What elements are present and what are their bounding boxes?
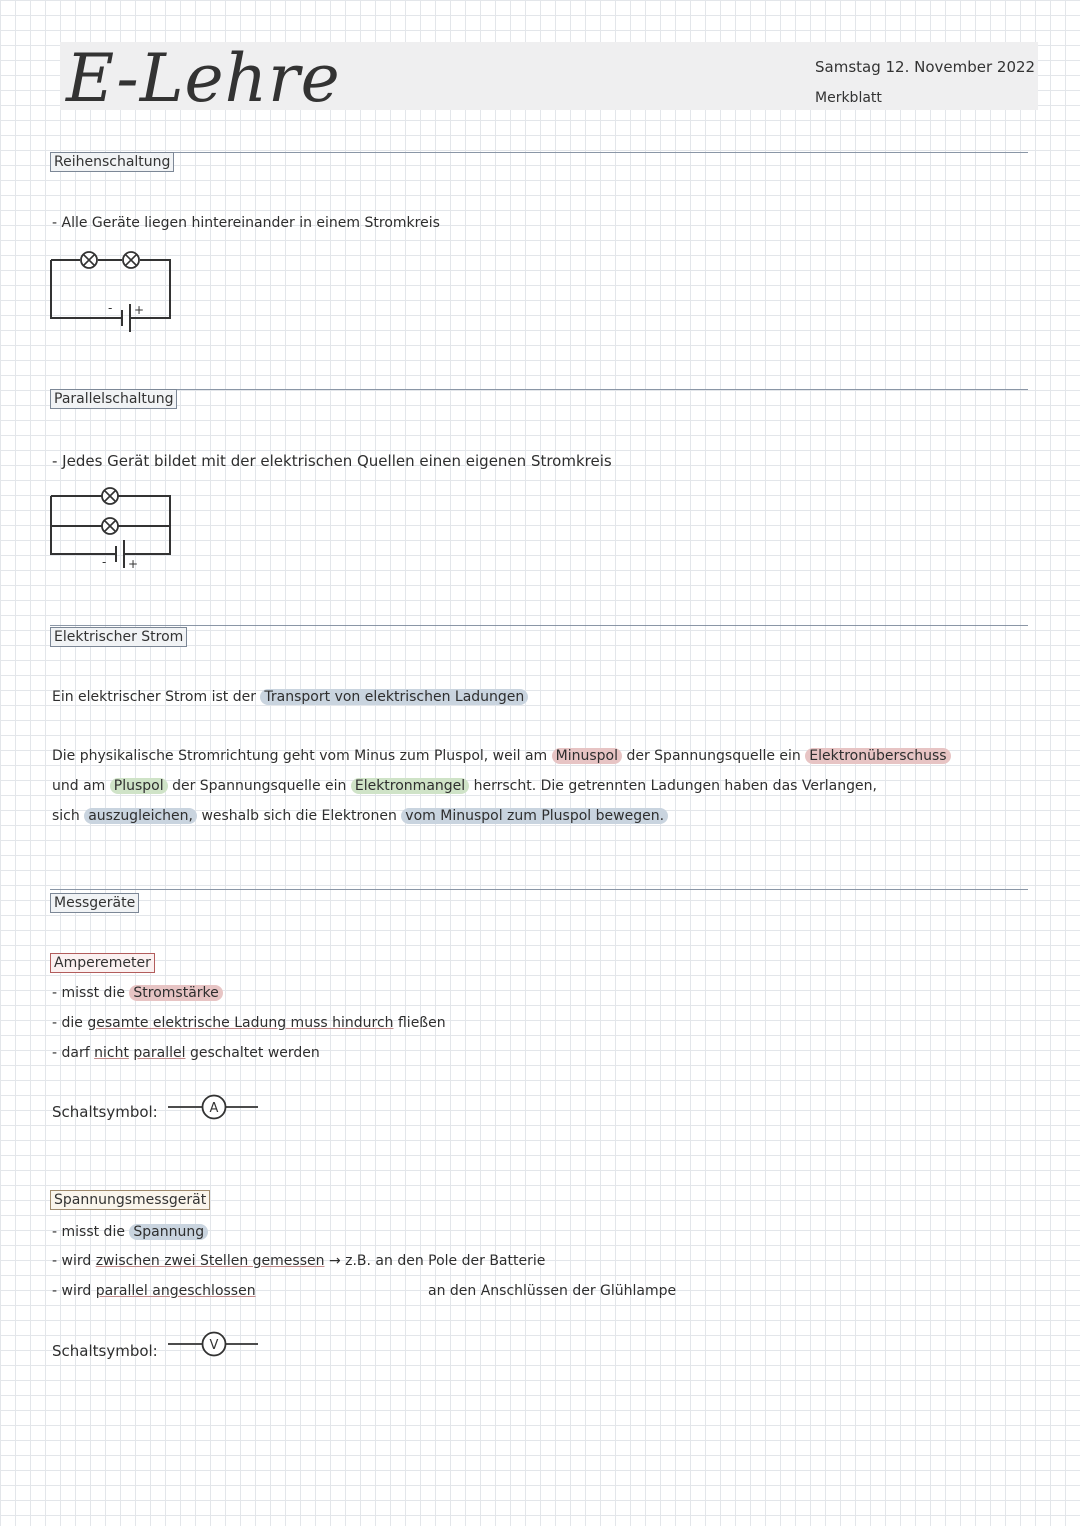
strom-paragraph-line-3 [52,808,668,824]
strom-paragraph-line-1 [52,748,951,764]
underline-parallel: parallel [133,1045,186,1061]
highlight-elektronmangel: Elektronmangel [351,778,469,794]
section-heading-reihenschaltung: Reihenschaltung [50,152,174,172]
plus-sign: + [128,557,139,571]
ammeter-letter: A [209,1101,219,1116]
lamp-icon [102,518,118,534]
highlight-elektronueberschuss: Elektronüberschuss [805,748,950,764]
ampere-symbol-label: Schaltsymbol: [52,1103,158,1121]
page-title: E-Lehre [66,40,341,117]
highlight-ausgleichen: auszugleichen, [84,808,197,824]
text-span: der Spannungsquelle ein [626,748,801,764]
underline-parallel-angeschlossen: parallel angeschlossen [95,1283,256,1299]
minus-sign: - [108,301,113,315]
subheading-spannungsmessgeraet: Spannungsmessgerät [50,1190,210,1210]
text-span: - misst die [52,1224,125,1240]
ampere-bullet-1 [52,985,223,1001]
underline-nicht: nicht [94,1045,129,1061]
strom-definition [52,689,528,705]
highlight-elektronenbewegung: vom Minuspol zum Pluspol bewegen. [401,808,668,824]
parallel-bullet: - Jedes Gerät bildet mit der elektrischen Quellen einen eigenen Stromkreis [52,452,612,470]
ampere-bullet-2 [52,1015,446,1031]
text-span: fließen [397,1015,446,1031]
parallel-circuit-diagram [46,484,176,574]
date-label: Samstag 12. November 2022 [815,58,1036,76]
section-divider [50,889,1028,890]
spannung-bullet-3 [52,1283,256,1299]
section-heading-elektrischer-strom: Elektrischer Strom [50,627,187,647]
lamp-icon [123,252,139,268]
battery-icon [116,540,124,568]
ampere-bullet-3 [52,1045,320,1061]
lamp-icon [102,488,118,504]
ammeter-symbol-icon [168,1093,260,1121]
highlight-transport: Transport von elektrischen Ladungen [260,689,528,705]
highlight-stromstaerke: Stromstärke [129,985,222,1001]
minus-sign: - [102,555,107,569]
voltmeter-letter: V [209,1338,219,1353]
strom-paragraph-line-2 [52,778,877,794]
strom-definition-text: Ein elektrischer Strom ist der [52,689,256,705]
underline-zwei-stellen: zwischen zwei Stellen gemessen [95,1253,325,1269]
plus-sign: + [134,303,145,317]
highlight-minuspol: Minuspol [552,748,622,764]
voltmeter-symbol-icon [168,1330,260,1358]
spannung-example-continuation: an den Anschlüssen der Glühlampe [428,1283,677,1299]
spannung-symbol-label: Schaltsymbol: [52,1342,158,1360]
section-divider [50,152,1028,153]
section-divider [50,389,1028,390]
text-span: weshalb sich die Elektronen [201,808,397,824]
text-span: geschaltet werden [189,1045,320,1061]
section-heading-messgeraete: Messgeräte [50,893,139,913]
subtitle-label: Merkblatt [815,90,882,106]
battery-icon [122,304,130,332]
subheading-amperemeter: Amperemeter [50,953,155,973]
text-span: Die physikalische Stromrichtung geht vom Minus zum Pluspol, weil am [52,748,548,764]
text-span: - misst die [52,985,125,1001]
lamp-icon [81,252,97,268]
text-span: - die [52,1015,83,1031]
spannung-bullet-2 [52,1253,545,1269]
text-span: - wird [52,1283,92,1299]
reihen-bullet: - Alle Geräte liegen hintereinander in einem Stromkreis [52,215,440,231]
spannung-bullet-1 [52,1224,208,1240]
section-divider [50,625,1028,626]
series-circuit-diagram [46,246,176,326]
text-span: - darf [52,1045,90,1061]
text-span: und am [52,778,106,794]
text-span: der Spannungsquelle ein [172,778,347,794]
arrow-example: → z.B. an den Pole der Batterie [328,1253,546,1269]
underline-gesamte-ladung: gesamte elektrische Ladung muss hindurch [87,1015,394,1031]
highlight-pluspol: Pluspol [110,778,168,794]
highlight-spannung: Spannung [129,1224,208,1240]
text-span: - wird [52,1253,92,1269]
text-span: sich [52,808,80,824]
text-span: herrscht. Die getrennten Ladungen haben das Verlangen, [473,778,877,794]
section-heading-parallelschaltung: Parallelschaltung [50,389,177,409]
